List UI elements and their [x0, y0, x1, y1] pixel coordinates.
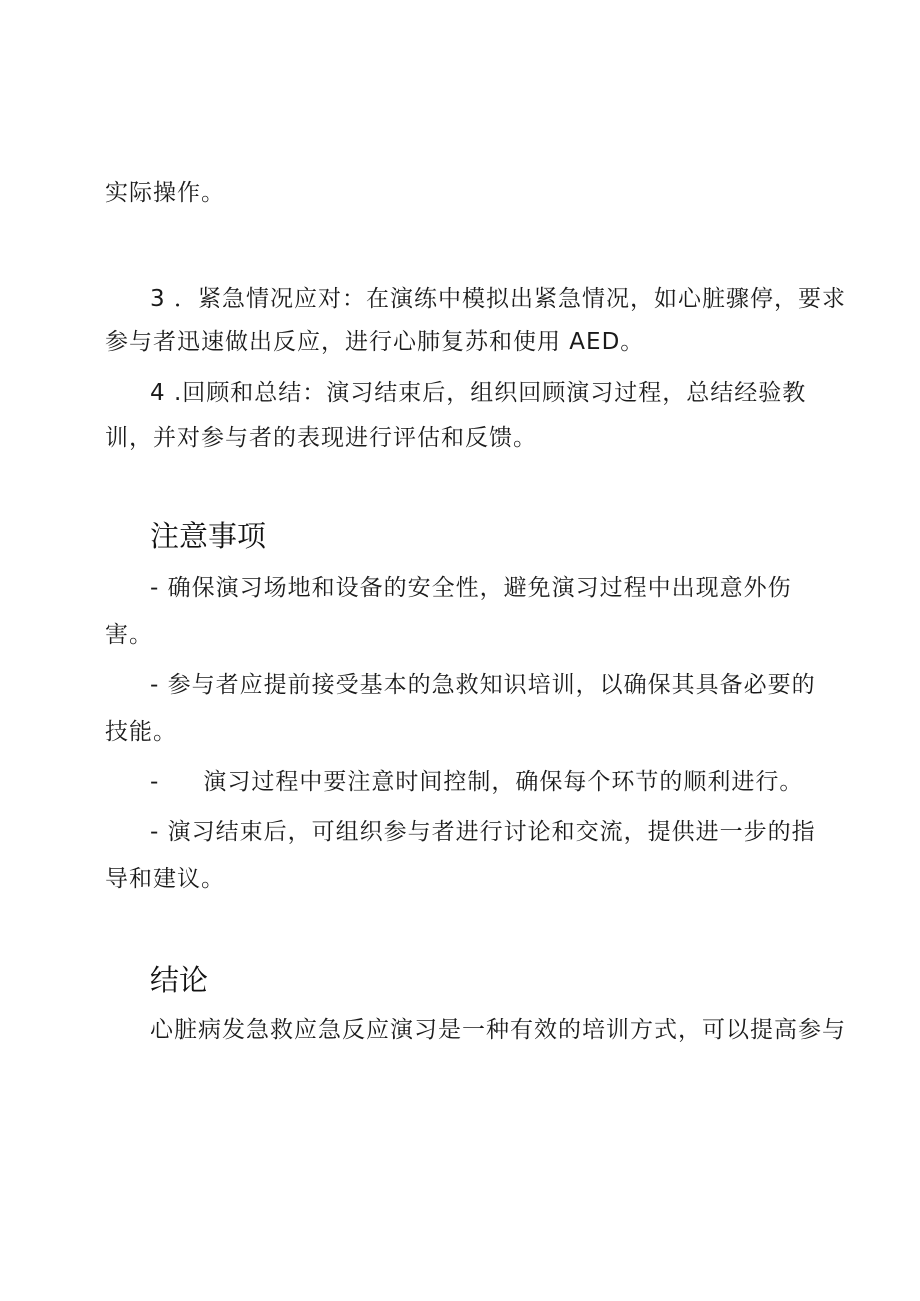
note-3-text: 演习过程中要注意时间控制，确保每个环节的顺利进行。 — [203, 769, 804, 795]
note-3-dash: - — [150, 769, 160, 795]
list-item-4-line-1: 4 .回顾和总结：演习结束后，组织回顾演习过程，总结经验教 — [150, 380, 807, 406]
note-4-line-1: - 演习结束后，可组织参与者进行讨论和交流，提供进一步的指 — [150, 819, 816, 845]
section-heading-conclusion: 结论 — [150, 963, 209, 997]
note-1-line-2: 害。 — [105, 622, 153, 648]
list-item-4-line-2: 训，并对参与者的表现进行评估和反馈。 — [105, 425, 537, 451]
continued-paragraph: 实际操作。 — [105, 180, 225, 206]
conclusion-line-1: 心脏病发急救应急反应演习是一种有效的培训方式，可以提高参与 — [150, 1017, 846, 1043]
note-1-line-1: - 确保演习场地和设备的安全性，避免演习过程中出现意外伤 — [150, 575, 792, 601]
note-2-line-1: - 参与者应提前接受基本的急救知识培训，以确保其具备必要的 — [150, 672, 816, 698]
list-item-3-line-2: 参与者迅速做出反应，进行心肺复苏和使用 AED。 — [105, 329, 645, 355]
note-3 — [150, 767, 803, 797]
note-2-line-2: 技能。 — [105, 719, 177, 745]
section-heading-notes: 注意事项 — [150, 519, 267, 553]
note-4-line-2: 导和建议。 — [105, 866, 225, 892]
list-item-3-line-1: 3 ．紧急情况应对：在演练中模拟出紧急情况，如心脏骤停，要求 — [150, 286, 846, 312]
